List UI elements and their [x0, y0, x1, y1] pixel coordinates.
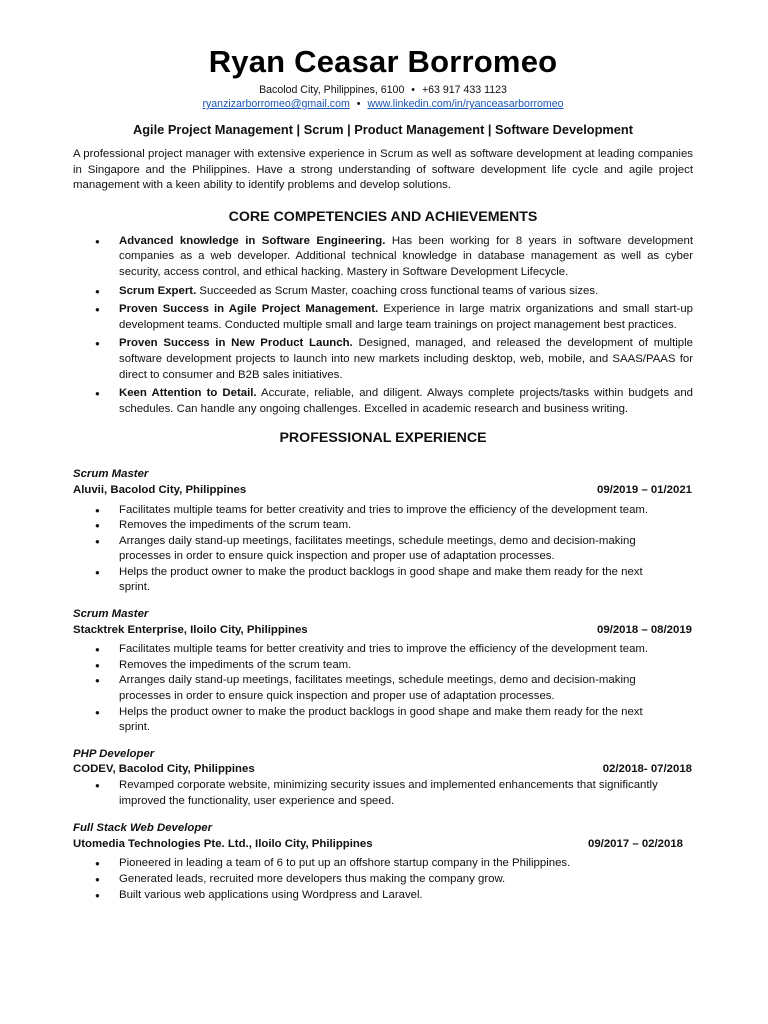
job-role: Scrum Master [73, 608, 149, 621]
candidate-name: Ryan Ceasar Borromeo [208, 44, 558, 79]
list-item: ● Built various web applications using Wordpress and Laravel. [73, 888, 693, 904]
job-bullets [73, 856, 693, 903]
job-company: Stacktrek Enterprise, Iloilo City, Philippines [73, 623, 308, 636]
list-item: ● Generated leads, recruited more developers thus making the company grow. [73, 872, 693, 888]
list-item: ● Helps the product owner to make the product backlogs in good shape and make them ready for the next sprint. [73, 705, 693, 736]
job-dates: 09/2019 – 01/2021 [596, 483, 692, 496]
list-item: ● Revamped corporate website, minimizing security issues and implemented enhancements that significantly improved the functionality, user experience and speed. [73, 778, 693, 809]
competency-text: Experience in large matrix organizations and small start-up development teams. Conducted multiple small and large team trainings on project management best practices. [119, 303, 693, 331]
job-role: PHP Developer [73, 747, 155, 760]
section-title-experience: PROFESSIONAL EXPERIENCE [279, 430, 487, 447]
list-item: ● Arranges daily stand-up meetings, facilitates meetings, schedule meetings, demo and decision-making processes in order to ensure quick inspection and proper use of adaptation processes. [73, 534, 693, 565]
separator-dot: • [356, 98, 361, 110]
competency-text: Accurate, reliable, and diligent. Always complete projects/tasks within budgets and schedules. Can handle any ongoing challenges. Excelled in academic research and business writing. [119, 387, 693, 415]
job-company-row [73, 762, 693, 778]
job-bullets [73, 503, 693, 597]
competency-heading: Proven Success in Agile Project Management. [119, 303, 379, 316]
competency-heading: Keen Attention to Detail. [119, 387, 257, 400]
competency-text: Succeeded as Scrum Master, coaching cross functional teams of various sizes. [196, 284, 599, 297]
job-company-row [73, 483, 693, 499]
list-item [73, 234, 693, 281]
job-bullets [73, 778, 693, 809]
list-item: ● Helps the product owner to make the product backlogs in good shape and make them ready for the next sprint. [73, 565, 693, 596]
job-dates: 02/2018- 07/2018 [602, 763, 692, 776]
job-bullets [73, 642, 693, 736]
separator-dot: • [411, 84, 416, 96]
job-entry [73, 747, 693, 809]
job-company-row [73, 623, 693, 639]
email-link[interactable]: ryanzizarborromeo@gmail.com [202, 98, 350, 110]
resume-page [73, 0, 693, 903]
contact-line-2 [73, 97, 693, 111]
section-title-competencies: CORE COMPETENCIES AND ACHIEVEMENTS [228, 208, 538, 225]
list-item [73, 302, 693, 333]
competency-heading: Scrum Expert. [119, 284, 197, 297]
list-item: ● Facilitates multiple teams for better creativity and tries to improve the efficiency of the development team. [73, 503, 693, 519]
competencies-list [73, 234, 693, 418]
competency-heading: Advanced knowledge in Software Engineering. [119, 234, 386, 247]
job-entry [73, 821, 693, 903]
phone-number: +63 917 433 1123 [421, 84, 507, 96]
linkedin-link[interactable]: www.linkedin.com/in/ryanceasarborromeo [367, 98, 564, 110]
contact-line-1 [73, 83, 693, 97]
job-entry [73, 467, 693, 596]
list-item [73, 336, 693, 383]
job-role: Full Stack Web Developer [73, 822, 213, 835]
job-dates: 09/2018 – 08/2019 [596, 623, 692, 636]
job-company: Utomedia Technologies Pte. Ltd., Iloilo City, Philippines [73, 837, 373, 850]
job-role: Scrum Master [73, 468, 149, 481]
competency-text: Has been working for 8 years in software development companies as a web developer. Additional technical knowledge in database management as well as cyber security, access control, and ethical hacking. Mastery in Software Development Lifecycle. [119, 234, 694, 278]
list-item: ● Arranges daily stand-up meetings, facilitates meetings, schedule meetings, demo and decision-making processes in order to ensure quick inspection and proper use of adaptation processes. [73, 673, 693, 704]
list-item: ● Pioneered in leading a team of 6 to put up an offshore startup company in the Philippines. [73, 856, 693, 872]
list-item: ● Removes the impediments of the scrum team. [73, 518, 693, 534]
competency-text: Designed, managed, and released the development of multiple software development projects to launch into new markets including desktop, web, mobile, and SAAS/PAAS for direct to consumer and B2B sales initiatives. [119, 337, 693, 381]
professional-summary: A professional project manager with extensive experience in Scrum as well as software development at leading companies in Singapore and the Philippines. Have a strong understanding of software development life cycle and agile project management with a keen ability to identify problems and develop solutions. [73, 148, 693, 192]
job-company: Aluvii, Bacolod City, Philippines [73, 483, 247, 496]
list-item [73, 284, 693, 300]
list-item: ● Facilitates multiple teams for better creativity and tries to improve the efficiency of the development team. [73, 642, 693, 658]
job-dates: 09/2017 – 02/2018 [587, 837, 683, 850]
list-item [73, 386, 693, 417]
headline: Agile Project Management | Scrum | Product Management | Software Development [133, 122, 633, 137]
job-entry [73, 607, 693, 736]
address: Bacolod City, Philippines, 6100 [259, 84, 405, 96]
competency-heading: Proven Success in New Product Launch. [119, 337, 353, 350]
job-company-row [73, 837, 693, 853]
list-item: ● Removes the impediments of the scrum team. [73, 658, 693, 674]
job-company: CODEV, Bacolod City, Philippines [73, 763, 255, 776]
